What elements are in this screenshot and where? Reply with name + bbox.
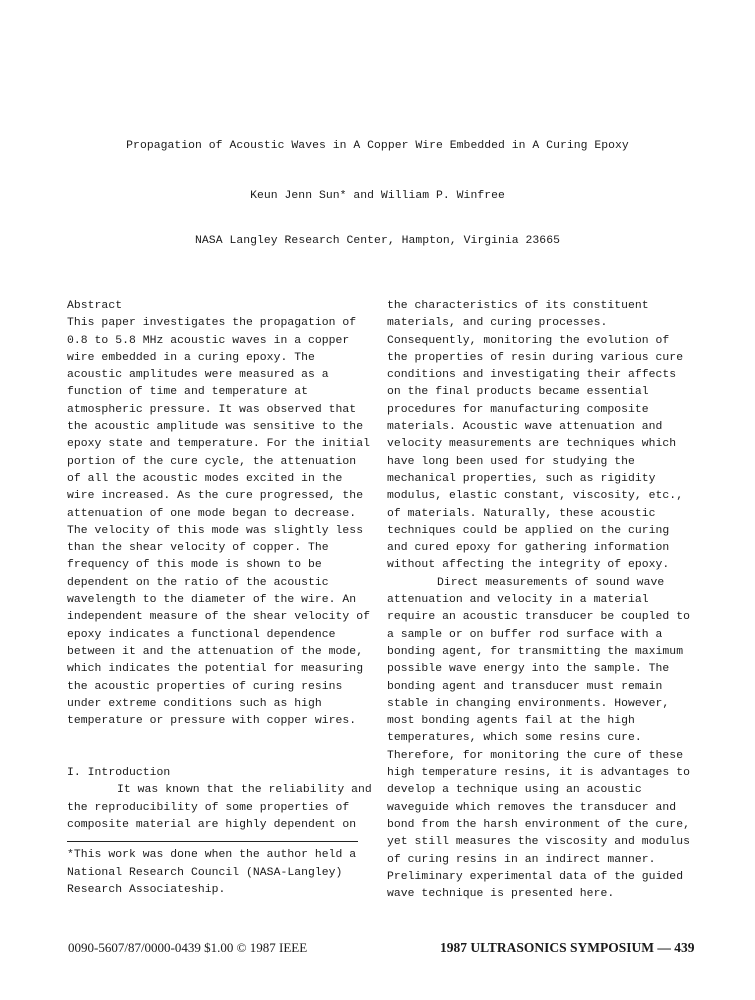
abstract-line: between it and the attenuation of the mode,: [67, 645, 364, 658]
spacer: [67, 748, 372, 765]
intro-line: conditions and investigating their affects: [387, 369, 677, 382]
abstract-line: which indicates the potential for measuring: [67, 663, 364, 676]
abstract-line: frequency of this mode is shown to be: [67, 559, 322, 572]
page-footer-symposium: 1987 ULTRASONICS SYMPOSIUM — 439: [440, 940, 695, 955]
abstract-line: of all the acoustic modes excited in the: [67, 472, 343, 485]
abstract-line: This paper investigates the propagation of: [67, 317, 357, 330]
intro-line: require an acoustic transducer be coupled to: [387, 611, 690, 624]
abstract-line: attenuation of one mode began to decrease.: [67, 507, 357, 520]
intro-line: yet still measures the viscosity and modulus: [387, 836, 690, 849]
right-column: [387, 298, 717, 903]
intro-line: without affecting the integrity of epoxy.: [387, 559, 670, 572]
abstract-line: epoxy indicates a functional dependence: [67, 628, 336, 641]
intro-line: the characteristics of its constituent: [387, 300, 649, 312]
intro-line: develop a technique using an acoustic: [387, 784, 642, 797]
paper-affiliation: NASA Langley Research Center, Hampton, Virginia 23665: [195, 235, 560, 247]
intro-line: on the final products became essential: [387, 386, 649, 399]
intro-line: modulus, elastic constant, viscosity, etc.,: [387, 490, 684, 503]
intro-line: bond from the harsh environment of the cure,: [387, 818, 690, 831]
intro-line: bonding agent, for transmitting the maximum: [387, 645, 684, 658]
introduction-heading: I. Introduction: [67, 767, 171, 780]
footnote: [67, 847, 372, 899]
footnote-divider: [67, 841, 358, 842]
abstract-line: epoxy state and temperature. For the initial: [67, 438, 370, 451]
intro-line: Preliminary experimental data of the guided: [387, 870, 684, 883]
abstract-line: under extreme conditions such as high: [67, 697, 322, 710]
intro-line: wave technique is presented here.: [387, 888, 615, 901]
footnote-line: *This work was done when the author held a: [67, 849, 357, 862]
intro-line: It was known that the reliability and: [117, 784, 372, 797]
intro-line: bonding agent and transducer must remain: [387, 680, 663, 693]
intro-line: most bonding agents fail at the high: [387, 715, 635, 728]
left-column: [67, 298, 372, 899]
intro-line: techniques could be applied on the curing: [387, 524, 670, 537]
intro-line: waveguide which removes the transducer and: [387, 801, 677, 814]
intro-line: composite material are highly dependent on: [67, 818, 357, 831]
intro-line: have long been used for studying the: [387, 455, 635, 468]
intro-line: stable in changing environments. However,: [387, 697, 670, 710]
abstract-line: dependent on the ratio of the acoustic: [67, 576, 329, 589]
intro-line: the reproducibility of some properties of: [67, 801, 350, 814]
abstract-line: the acoustic amplitude was sensitive to the: [67, 421, 364, 434]
intro-line: of materials. Naturally, these acoustic: [387, 507, 656, 520]
intro-line: of curing resins in an indirect manner.: [387, 853, 656, 866]
intro-line: the properties of resin during various cure: [387, 351, 684, 364]
abstract-line: 0.8 to 5.8 MHz acoustic waves in a copper: [67, 334, 350, 347]
footnote-line: Research Associateship.: [67, 883, 226, 896]
abstract-line: The velocity of this mode was slightly less: [67, 524, 364, 537]
intro-line: a sample or on buffer rod surface with a: [387, 628, 663, 641]
intro-line: Consequently, monitoring the evolution of: [387, 334, 670, 347]
abstract-line: atmospheric pressure. It was observed that: [67, 403, 357, 416]
abstract-line: independent measure of the shear velocity of: [67, 611, 370, 624]
intro-line: velocity measurements are techniques which: [387, 438, 677, 451]
abstract-line: temperature or pressure with copper wires.: [67, 715, 357, 728]
intro-line: attenuation and velocity in a material: [387, 594, 649, 607]
intro-line: temperatures, which some resins cure.: [387, 732, 642, 745]
abstract-line: the acoustic properties of curing resins: [67, 680, 343, 693]
intro-line: high temperature resins, it is advantages to: [387, 767, 690, 780]
intro-line: Therefore, for monitoring the cure of these: [387, 749, 684, 762]
intro-line: Direct measurements of sound wave: [437, 576, 665, 589]
abstract-line: wire embedded in a curing epoxy. The: [67, 351, 315, 364]
intro-line: and cured epoxy for gathering information: [387, 542, 670, 555]
intro-line: materials. Acoustic wave attenuation and: [387, 421, 663, 434]
intro-line: procedures for manufacturing composite: [387, 403, 649, 416]
footnote-line: National Research Council (NASA-Langley): [67, 866, 343, 879]
paper-title: Propagation of Acoustic Waves in A Copper Wire Embedded in A Curing Epoxy: [126, 140, 629, 152]
abstract-line: wavelength to the diameter of the wire. An: [67, 594, 357, 607]
abstract-heading: Abstract: [67, 300, 123, 312]
paper-authors: Keun Jenn Sun* and William P. Winfree: [250, 190, 505, 202]
intro-line: materials, and curing processes.: [387, 317, 608, 330]
abstract-line: portion of the cure cycle, the attenuation: [67, 455, 357, 468]
abstract-line: function of time and temperature at: [67, 386, 308, 399]
copyright-notice: 0090-5607/87/0000-0439 $1.00 © 1987 IEEE: [68, 940, 308, 955]
abstract-line: acoustic amplitudes were measured as a: [67, 369, 329, 382]
abstract-line: than the shear velocity of copper. The: [67, 542, 329, 555]
abstract-line: wire increased. As the cure progressed, the: [67, 490, 364, 503]
abstract-body: [67, 315, 372, 730]
intro-line: mechanical properties, such as rigidity: [387, 472, 656, 485]
intro-line: possible wave energy into the sample. The: [387, 663, 670, 676]
spacer: [67, 730, 372, 747]
